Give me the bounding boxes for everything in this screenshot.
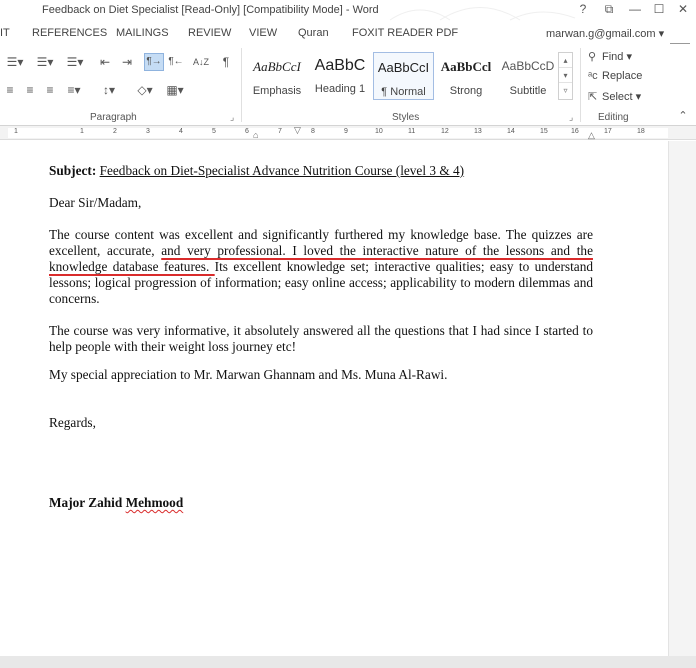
- tab-mailings[interactable]: MAILINGS: [116, 27, 169, 39]
- ruler-tick: 10: [375, 128, 383, 135]
- style-name: Emphasis: [252, 85, 302, 97]
- right-indent-marker[interactable]: △: [588, 130, 595, 140]
- styles-dialog-launcher-icon[interactable]: ⌟: [569, 112, 574, 122]
- account-menu[interactable]: [546, 27, 664, 40]
- editing-group-label: Editing: [598, 112, 629, 123]
- replace-label: Replace: [602, 70, 643, 82]
- tab-foxit-reader-pdf[interactable]: FOXIT READER PDF: [352, 27, 459, 39]
- signature-name: Major Zahid: [49, 495, 123, 510]
- show-formatting-marks-icon[interactable]: ¶: [222, 55, 230, 69]
- style-preview: AaBbCcI: [253, 59, 301, 74]
- collapse-ribbon-icon[interactable]: ⌃: [678, 110, 688, 122]
- ruler-text-area: [8, 128, 668, 138]
- ribbon-tabs: [0, 22, 696, 44]
- replace-icon: ᵃc: [588, 70, 598, 82]
- close-button[interactable]: ✕: [677, 2, 689, 16]
- ruler-tick: 4: [179, 128, 183, 135]
- sort-icon[interactable]: A↓Z: [192, 57, 209, 67]
- style-name: Subtitle: [509, 85, 547, 97]
- gallery-down-icon[interactable]: ▾: [559, 68, 572, 83]
- style-name: Strong: [449, 85, 483, 97]
- paragraph-text: The course content was excellent and significantly furthered my knowledge base. The quizzes are excellent, accurate,: [49, 227, 593, 258]
- status-bar-strip: [0, 656, 696, 668]
- paragraph-appreciation: My special appreciation to Mr. Marwan Ghannam and Ms. Muna Al-Rawi.: [49, 367, 448, 382]
- ruler-tick: 14: [507, 128, 515, 135]
- find-button[interactable]: ⚲ Find ▾: [588, 51, 632, 63]
- ruler-tick: 5: [212, 128, 216, 135]
- ruler-tick: 7: [278, 128, 282, 135]
- increase-indent-icon[interactable]: ⇥: [121, 55, 133, 69]
- ruler-tick: 16: [571, 128, 579, 135]
- closing: Regards,: [49, 415, 96, 430]
- greeting: Dear Sir/Madam,: [49, 195, 142, 210]
- style-name: ¶ Normal: [381, 86, 426, 98]
- ribbon-display-options-button[interactable]: ⧉: [604, 2, 614, 16]
- ruler-tick: 13: [474, 128, 482, 135]
- hanging-indent-marker[interactable]: ⌂: [253, 130, 259, 140]
- style-heading-1[interactable]: [309, 52, 371, 100]
- borders-icon[interactable]: ▦▾: [166, 83, 184, 97]
- binoculars-icon: ⚲: [588, 51, 597, 63]
- tab-references[interactable]: REFERENCES: [32, 27, 108, 39]
- style-subtitle[interactable]: [498, 52, 558, 100]
- align-center-icon[interactable]: ≡: [26, 83, 34, 97]
- style-preview: AaBbCcl: [440, 59, 492, 74]
- subject-label: Subject:: [49, 163, 97, 178]
- signature-surname-misspelled: Mehmood: [125, 495, 184, 510]
- ruler-tick: 18: [637, 128, 645, 135]
- ruler-tick: 2: [113, 128, 117, 135]
- document-body[interactable]: [49, 163, 593, 511]
- subject-line: [49, 163, 593, 179]
- line-spacing-icon[interactable]: ↕▾: [102, 83, 116, 97]
- tab-review[interactable]: REVIEW: [188, 27, 232, 39]
- ruler-tick: 15: [540, 128, 548, 135]
- gallery-up-icon[interactable]: ▴: [559, 53, 572, 68]
- select-label: Select: [602, 91, 633, 103]
- ruler-tick: 11: [408, 128, 416, 135]
- subject-text: Feedback on Diet-Specialist Advance Nutrition Course (level 3 & 4): [99, 163, 465, 178]
- ribbon: [0, 44, 696, 126]
- paragraph-dialog-launcher-icon[interactable]: ⌟: [230, 112, 235, 122]
- styles-gallery-scroll: [558, 52, 573, 100]
- decrease-indent-icon[interactable]: ⇤: [99, 55, 111, 69]
- paragraph-text: Its excellent knowledge set; interactive qualities; easy to understand lessons; logical progression of information; easy online access; applicability to modern dilemmas and concerns.: [49, 259, 593, 306]
- tab-quran[interactable]: Quran: [298, 27, 329, 39]
- cursor-icon: ⇱: [588, 91, 598, 103]
- style-strong[interactable]: [436, 52, 496, 100]
- ruler-tick: 6: [245, 128, 249, 135]
- align-right-icon[interactable]: ≡: [46, 83, 54, 97]
- paragraph-informative: The course was very informative, it absolutely answered all the questions that I had since I started to help people with their weight loss journey etc!: [49, 323, 593, 354]
- gallery-more-icon[interactable]: ▿: [563, 86, 568, 95]
- align-left-icon[interactable]: ≡: [6, 83, 14, 97]
- rtl-direction-icon[interactable]: ¶←: [168, 56, 184, 67]
- maximize-button[interactable]: ☐: [653, 2, 665, 16]
- first-line-indent-marker[interactable]: ▽: [294, 125, 301, 135]
- find-label: Find: [602, 51, 624, 63]
- ruler-tick: 12: [441, 128, 449, 135]
- chevron-down-icon: ▾: [658, 28, 665, 40]
- paragraph-group-label: Paragraph: [90, 112, 137, 123]
- ruler-tick: 1: [14, 128, 18, 135]
- horizontal-ruler[interactable]: [0, 126, 696, 140]
- styles-group-label: Styles: [392, 112, 420, 123]
- tab-view[interactable]: VIEW: [249, 27, 278, 39]
- style-preview: AaBbC: [314, 57, 366, 74]
- vertical-scrollbar[interactable]: [668, 141, 696, 659]
- replace-button[interactable]: [588, 70, 642, 82]
- highlighted-underlined-text: and very professional. I loved the interactive nature of the lessons and the knowledge database features.: [49, 243, 593, 274]
- justify-icon[interactable]: ≡▾: [67, 83, 81, 97]
- tab-edit[interactable]: IT: [0, 27, 10, 39]
- style-preview: AaBbCcD: [501, 59, 555, 73]
- group-divider: [241, 48, 242, 122]
- title-bar-pattern: [380, 0, 580, 22]
- style-normal[interactable]: [373, 52, 434, 100]
- ruler-tick: 9: [344, 128, 348, 135]
- style-name: Heading 1: [314, 83, 366, 95]
- ruler-tick: 17: [604, 128, 612, 135]
- ruler-tick: 1: [80, 128, 84, 135]
- title-bar: [0, 0, 696, 22]
- minimize-button[interactable]: —: [629, 2, 641, 16]
- style-emphasis[interactable]: [247, 52, 307, 100]
- signature: [49, 495, 593, 511]
- account-email: marwan.g@gmail.com: [546, 28, 656, 40]
- style-preview: AaBbCcI: [377, 60, 430, 75]
- window-title: Feedback on Diet Specialist [Read-Only] [Compatibility Mode] - Word: [42, 4, 379, 16]
- select-button[interactable]: ⇱ Select ▾: [588, 91, 642, 103]
- bullets-icon[interactable]: ☰▾: [6, 55, 24, 69]
- group-divider: [580, 48, 581, 122]
- shading-icon[interactable]: ◇▾: [137, 83, 153, 97]
- multilevel-list-icon[interactable]: ☰▾: [66, 55, 84, 69]
- ltr-direction-icon[interactable]: ¶→: [144, 53, 164, 71]
- ruler-tick: 8: [311, 128, 315, 135]
- numbering-icon[interactable]: ☰▾: [36, 55, 54, 69]
- ruler-tick: 3: [146, 128, 150, 135]
- paragraph-course-content: [49, 227, 593, 307]
- help-button[interactable]: ?: [579, 2, 587, 16]
